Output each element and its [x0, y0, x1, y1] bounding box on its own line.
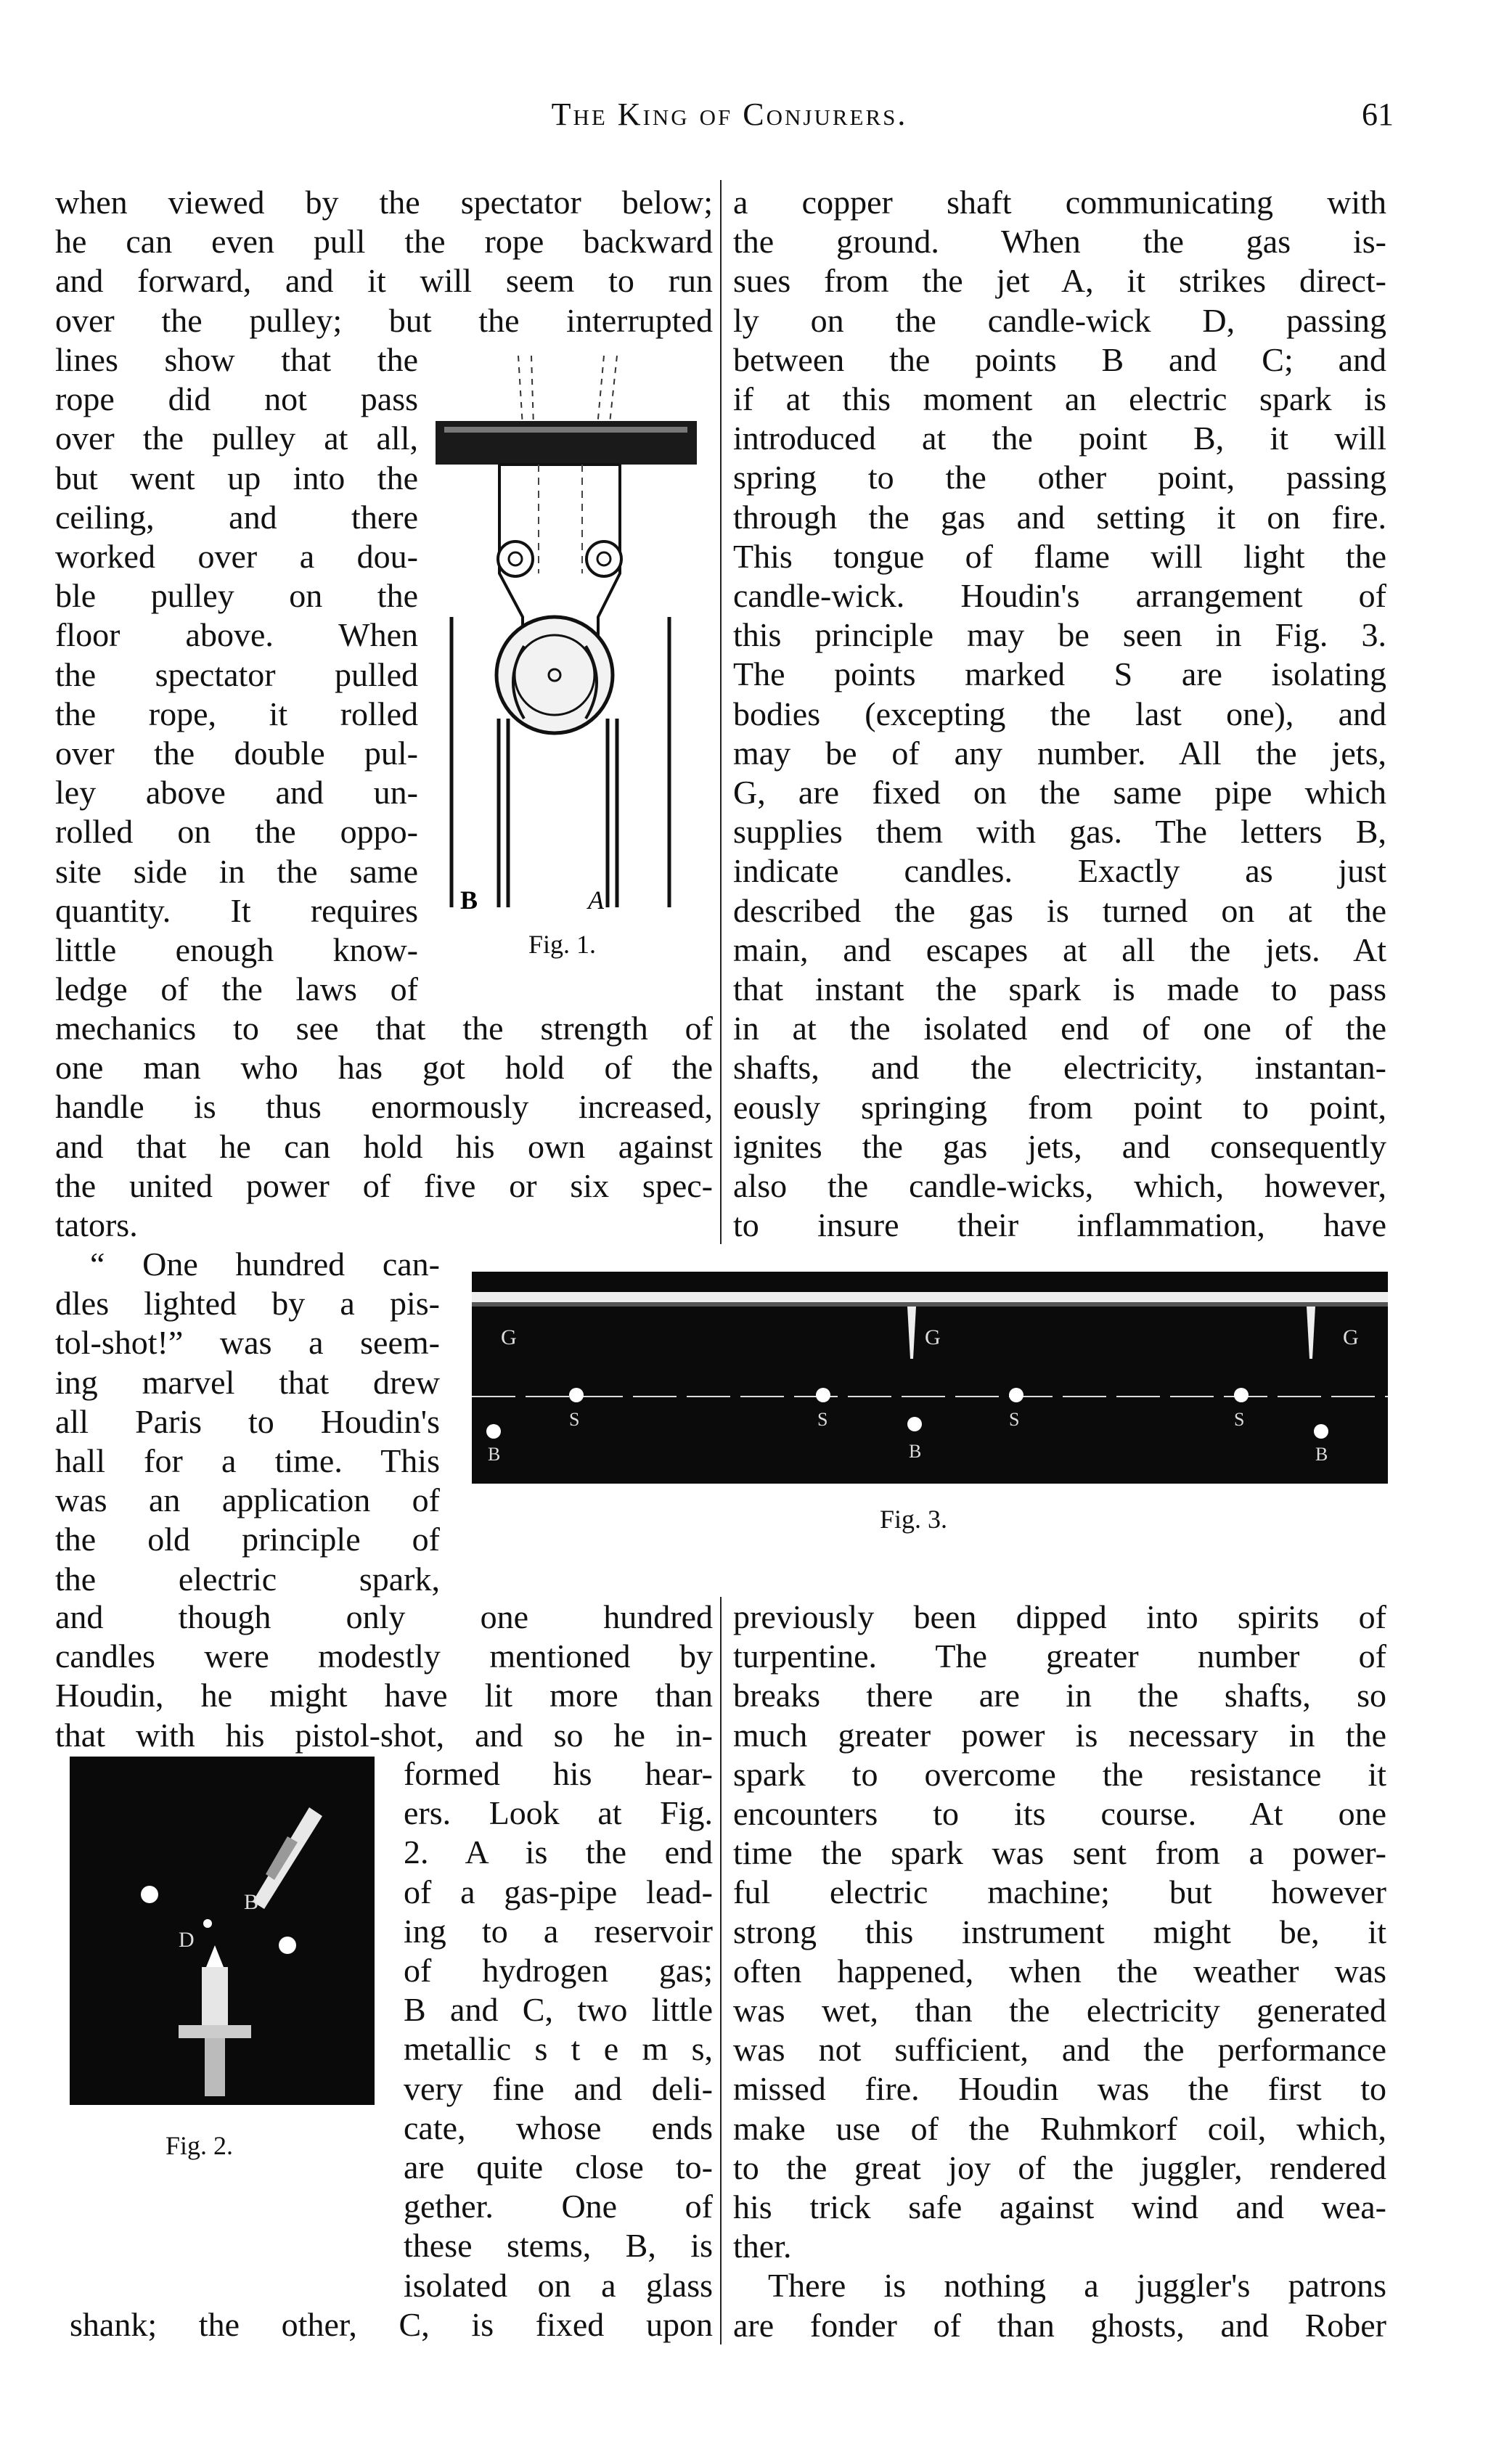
text-line: over the pulley at all,	[55, 420, 418, 457]
text-line: one man who has got hold of the	[55, 1049, 713, 1087]
fig3-label-s1: S	[569, 1409, 580, 1430]
text-line: in at the isolated end of one of the	[733, 1010, 1386, 1047]
fig3-label-g3: G	[1343, 1325, 1359, 1349]
page-number: 61	[1362, 97, 1394, 132]
text-line: isolated on a glass	[404, 2266, 713, 2304]
text-line: of hydrogen gas;	[404, 1952, 713, 1990]
text-line: over the double pul-	[55, 735, 418, 772]
text-line: ers. Look at Fig.	[404, 1794, 713, 1832]
text-line: 2. A is the end	[404, 1833, 713, 1871]
left-column-wrap-fig1	[55, 340, 418, 1009]
text-line: ly on the candle-wick D, passing	[733, 301, 1386, 339]
figure-2-caption: Fig. 2.	[165, 2131, 234, 2160]
text-line: between the points B and C; and	[733, 340, 1386, 378]
text-line: to the great joy of the juggler, rendered	[733, 2149, 1386, 2186]
text-line: may be of any number. All the jets,	[733, 734, 1386, 772]
text-line: Houdin, he might have lit more than	[55, 1677, 713, 1714]
page-header	[65, 96, 1394, 147]
text-line: ing to a reservoir	[404, 1912, 713, 1950]
fig1-label-a: A	[588, 886, 604, 915]
text-line: that instant the spark is made to pass	[733, 970, 1386, 1008]
text-line: he can even pull the rope backward	[55, 223, 713, 261]
text-line: ledge of the laws of	[55, 970, 418, 1008]
text-line: and forward, and it will seem to run	[55, 262, 713, 300]
text-line: but went up into the	[55, 459, 418, 496]
text-line: of a gas-pipe lead-	[404, 1873, 713, 1910]
text-line: if at this moment an electric spark is	[733, 380, 1386, 418]
gas-jet-illustration	[70, 1757, 375, 2105]
left-column-wrap-fig2	[404, 1754, 713, 2305]
left-column-after-fig3	[55, 1598, 713, 1755]
text-line: cate, whose ends	[404, 2109, 713, 2146]
left-column-wrap-fig3	[55, 1245, 440, 1599]
text-line: also the candle-wicks, which, however,	[733, 1167, 1386, 1205]
text-line: mechanics to see that the strength of	[55, 1010, 713, 1047]
text-line: worked over a dou-	[55, 538, 418, 576]
text-line: encounters to its course. At one	[733, 1795, 1386, 1833]
text-line: site side in the same	[55, 852, 418, 890]
text-line: indicate candles. Exactly as just	[733, 852, 1386, 890]
text-line: ful electric machine; but however	[733, 1873, 1386, 1911]
column-rule-bottom	[720, 1597, 722, 2344]
fig2-label-d: D	[179, 1928, 195, 1952]
text-line: often happened, when the weather was	[733, 1952, 1386, 1990]
text-line: gether. One of	[404, 2188, 713, 2225]
text-line: ceiling, and there	[55, 498, 418, 536]
text-line: sues from the jet A, it strikes direct-	[733, 262, 1386, 300]
text-line: are fonder of than ghosts, and Rober	[733, 2306, 1386, 2344]
pulley-illustration	[430, 341, 706, 965]
text-line: the ground. When the gas is-	[733, 223, 1386, 261]
text-line: shafts, and the electricity, instantan-	[733, 1049, 1386, 1087]
right-column-top	[733, 183, 1386, 1245]
text-line: described the gas is turned on at the	[733, 891, 1386, 929]
fig3-label-s3: S	[1009, 1409, 1020, 1430]
text-line: “ One hundred can-	[90, 1246, 440, 1283]
text-line: over the pulley; but the interrupted	[55, 301, 713, 339]
text-line: these stems, B, is	[404, 2227, 713, 2265]
text-line: the united power of five or six spec-	[55, 1166, 713, 1204]
figure-1-caption: Fig. 1.	[528, 930, 597, 959]
text-line: main, and escapes at all the jets. At	[733, 931, 1386, 968]
text-line: missed fire. Houdin was the first to	[733, 2070, 1386, 2108]
text-line: breaks there are in the shafts, so	[733, 1677, 1386, 1714]
text-line: this principle may be seen in Fig. 3.	[733, 616, 1386, 654]
text-line: his trick safe against wind and wea-	[733, 2188, 1386, 2226]
text-line: and that he can hold his own against	[55, 1127, 713, 1165]
text-line: spring to the other point, passing	[733, 459, 1386, 496]
column-rule-top	[720, 180, 722, 1244]
text-line: and though only one hundred	[55, 1598, 713, 1635]
fig3-label-s4: S	[1234, 1409, 1245, 1430]
text-line: to insure their inflammation, have	[733, 1206, 1386, 1244]
text-line: introduced at the point B, it will	[733, 420, 1386, 457]
figure-2-gas-jet	[70, 1757, 375, 2105]
text-line: ther.	[733, 2228, 792, 2265]
text-line: rope did not pass	[55, 380, 418, 418]
text-line: strong this instrument might be, it	[733, 1913, 1386, 1950]
figure-3-candles	[472, 1272, 1388, 1484]
text-line: handle is thus enormously increased,	[55, 1088, 713, 1126]
fig3-label-b2: B	[909, 1441, 922, 1462]
text-line: the electric spark,	[55, 1560, 440, 1598]
text-line: that with his pistol-shot, and so he in-	[55, 1716, 713, 1754]
text-line: the old principle of	[55, 1521, 440, 1558]
text-line: was an application of	[55, 1481, 440, 1519]
text-line: bodies (excepting the last one), and	[733, 695, 1386, 732]
text-line: previously been dipped into spirits of	[733, 1598, 1386, 1635]
text-line: when viewed by the spectator below;	[55, 184, 713, 221]
text-line: was wet, than the electricity generated	[733, 1992, 1386, 2029]
text-line: very fine and deli-	[404, 2069, 713, 2107]
text-line: B and C, two little	[404, 1991, 713, 2029]
text-line: little enough know-	[55, 931, 418, 969]
text-line: eously springing from point to point,	[733, 1088, 1386, 1126]
fig3-label-g1: G	[501, 1325, 517, 1349]
right-column-bottom	[733, 1598, 1386, 2345]
text-line: much greater power is necessary in the	[733, 1716, 1386, 1754]
text-line: The points marked S are isolating	[733, 655, 1386, 693]
text-line: time the spark was sent from a power-	[733, 1834, 1386, 1872]
text-line: the spectator pulled	[55, 655, 418, 693]
left-column-top	[55, 183, 713, 340]
text-line: supplies them with gas. The letters B,	[733, 813, 1386, 851]
text-line: hall for a time. This	[55, 1442, 440, 1480]
text-line: metallic s t e m s,	[404, 2030, 713, 2068]
left-column-last	[70, 2305, 713, 2344]
running-title: The King of Conjurers.	[551, 97, 908, 132]
text-line: rolled on the oppo-	[55, 813, 418, 851]
text-line: lines show that the	[55, 341, 418, 378]
text-line: spark to overcome the resistance it	[733, 1755, 1386, 1793]
text-line: ley above and un-	[55, 774, 418, 811]
text-line: ignites the gas jets, and consequently	[733, 1127, 1386, 1165]
text-line: make use of the Ruhmkorf coil, which,	[733, 2109, 1386, 2147]
text-line: the rope, it rolled	[55, 695, 418, 732]
fig3-label-s2: S	[817, 1409, 828, 1430]
text-line: are quite close to-	[404, 2149, 713, 2186]
fig3-label-g2: G	[925, 1325, 941, 1349]
text-line: This tongue of flame will light the	[733, 537, 1386, 575]
text-line: was not sufficient, and the performance	[733, 2031, 1386, 2069]
text-line: floor above. When	[55, 616, 418, 654]
text-line: a copper shaft communicating with	[733, 184, 1386, 221]
text-line: candle-wick. Houdin's arrangement of	[733, 577, 1386, 615]
candles-illustration	[472, 1272, 1388, 1484]
text-line: tol-shot!” was a seem-	[55, 1324, 440, 1362]
text-line: ble pulley on the	[55, 577, 418, 615]
figure-3-caption: Fig. 3.	[880, 1505, 948, 1534]
text-line: candles were modestly mentioned by	[55, 1638, 713, 1675]
left-column-after-fig1	[55, 1009, 713, 1245]
fig3-label-b1: B	[488, 1444, 501, 1465]
fig1-label-b: B	[460, 886, 478, 915]
text-line: formed his hear-	[404, 1755, 713, 1792]
text-line: all Paris to Houdin's	[55, 1402, 440, 1440]
text-line: shank; the other, C, is fixed upon	[70, 2306, 713, 2343]
text-line: There is nothing a juggler's patrons	[768, 2267, 1386, 2305]
fig2-label-b: B	[244, 1890, 259, 1914]
text-line: dles lighted by a pis-	[55, 1285, 440, 1322]
text-line: tators.	[55, 1206, 138, 1244]
fig3-label-b3: B	[1315, 1444, 1328, 1465]
text-line: through the gas and setting it on fire.	[733, 498, 1386, 536]
text-line: G, are fixed on the same pipe which	[733, 774, 1386, 811]
text-line: ing marvel that drew	[55, 1363, 440, 1401]
text-line: quantity. It requires	[55, 891, 418, 929]
figure-1-pulley	[430, 341, 706, 965]
text-line: turpentine. The greater number of	[733, 1638, 1386, 1675]
